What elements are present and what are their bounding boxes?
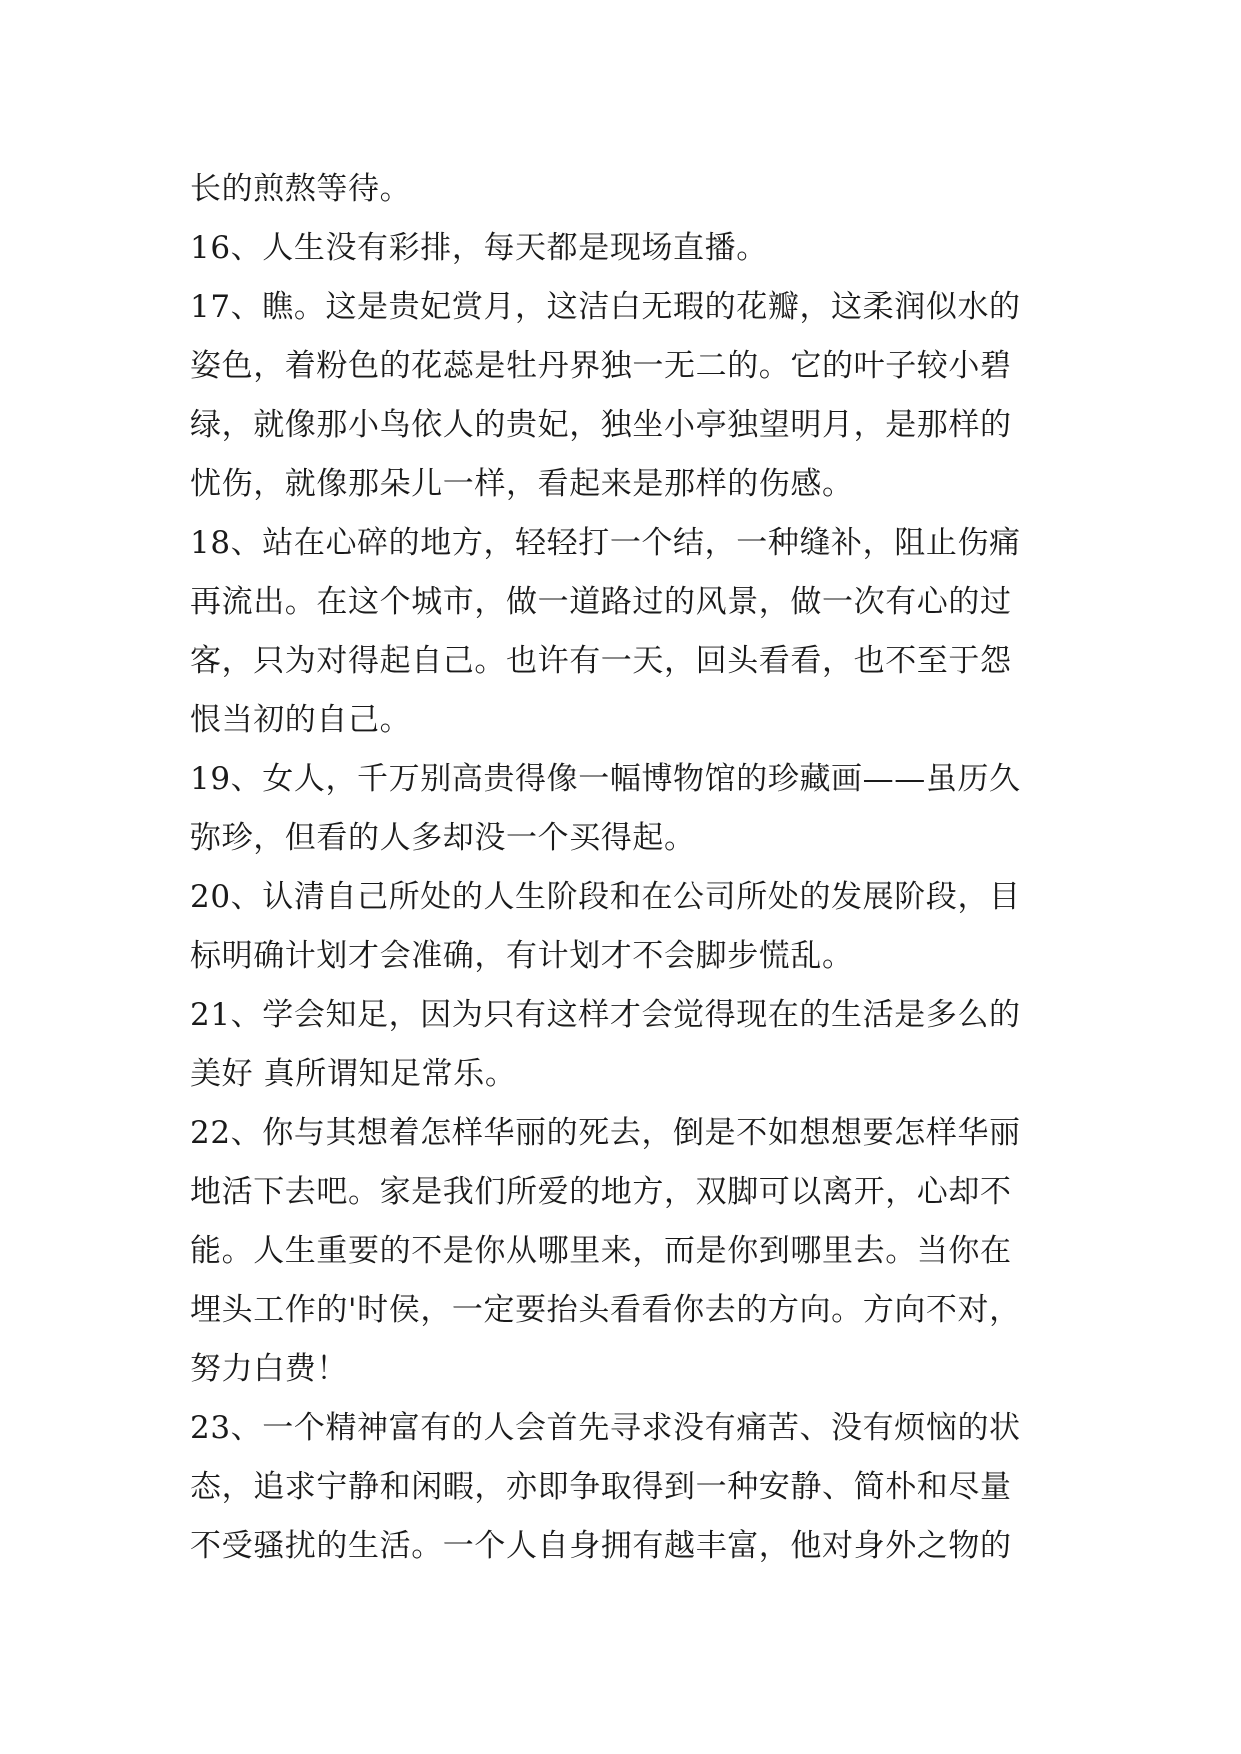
document-body <box>190 160 1070 1576</box>
text-line: 标明确计划才会准确，有计划才不会脚步慌乱。 <box>190 938 854 974</box>
text-line: 客，只为对得起自己。也许有一天，回头看看，也不至于怨 <box>190 643 1012 679</box>
text-line: 18、站在心碎的地方，轻轻打一个结，一种缝补，阻止伤痛 <box>190 525 1021 561</box>
text-line: 17、瞧。这是贵妃赏月，这洁白无瑕的花瓣，这柔润似水的 <box>190 289 1021 325</box>
text-line: 弥珍，但看的人多却没一个买得起。 <box>190 820 696 856</box>
text-line: 21、学会知足，因为只有这样才会觉得现在的生活是多么的 <box>190 997 1021 1033</box>
text-line: 23、一个精神富有的人会首先寻求没有痛苦、没有烦恼的状 <box>190 1410 1021 1446</box>
text-line: 22、你与其想着怎样华丽的死去，倒是不如想想要怎样华丽 <box>190 1115 1021 1151</box>
text-line: 能。人生重要的不是你从哪里来，而是你到哪里去。当你在 <box>190 1233 1012 1269</box>
text-line: 埋头工作的'时侯，一定要抬头看看你去的方向。方向不对， <box>190 1292 1021 1328</box>
text-line: 16、人生没有彩排，每天都是现场直播。 <box>190 230 768 266</box>
text-line: 再流出。在这个城市，做一道路过的风景，做一次有心的过 <box>190 584 1012 620</box>
text-line: 努力白费！ <box>190 1351 348 1387</box>
text-line: 20、认清自己所处的人生阶段和在公司所处的发展阶段，目 <box>190 879 1021 915</box>
text-line: 长的煎熬等待。 <box>190 171 412 207</box>
text-line: 地活下去吧。家是我们所爱的地方，双脚可以离开，心却不 <box>190 1174 1012 1210</box>
text-line: 忧伤，就像那朵儿一样，看起来是那样的伤感。 <box>190 466 854 502</box>
text-line: 19、女人，千万别高贵得像一幅博物馆的珍藏画——虽历久 <box>190 761 1021 797</box>
text-line: 绿，就像那小鸟依人的贵妃，独坐小亭独望明月，是那样的 <box>190 407 1012 443</box>
text-line: 恨当初的自己。 <box>190 702 412 738</box>
text-line: 态，追求宁静和闲暇，亦即争取得到一种安静、简朴和尽量 <box>190 1469 1012 1505</box>
text-line: 姿色，着粉色的花蕊是牡丹界独一无二的。它的叶子较小碧 <box>190 348 1012 384</box>
text-line: 美好 真所谓知足常乐。 <box>190 1056 517 1092</box>
text-line: 不受骚扰的生活。一个人自身拥有越丰富，他对身外之物的 <box>190 1528 1012 1564</box>
